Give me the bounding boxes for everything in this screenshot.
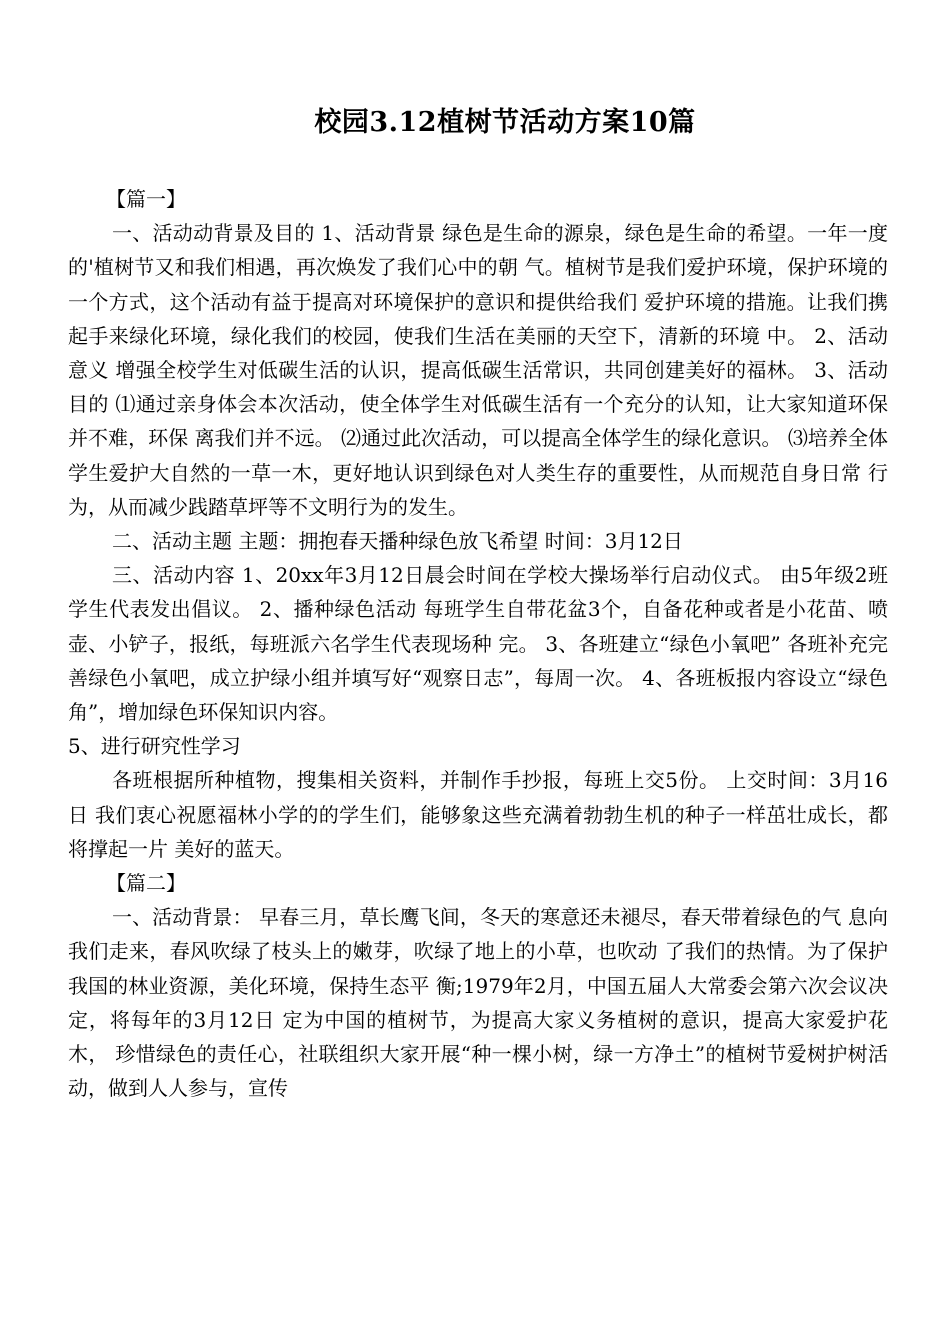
paragraph: 一、活动动背景及目的 1、活动背景 绿色是生命的源泉，绿色是生命的希望。一年一度的'植树节又和我们相遇，再次焕发了我们心中的朝 气。植树节是我们爱护环境，保护环境的一个方式，这个活动有益于提高对环境保护的意识和提供给我们 爱护环境的措施。让我们携起手来绿化环境，绿化我们的校园，使我们生活在美丽的天空下，清新的环境 中。 2、活动意义 增强全校学生对低碳生活的认识，提高低碳生活常识，共同创建美好的福林。 3、活动目的 ⑴通过亲身体会本次活动，使全体学生对低碳生活有一个充分的认知，让大家知道环保并不难，环保 离我们并不远。 ⑵通过此次活动，可以提高全体学生的绿化意识。 ⑶培养全体学生爱护大自然的一草一木，更好地认识到绿色对人类生存的重要性，从而规范自身日常 行为，从而减少践踏草坪等不文明行为的发生。 (68, 221, 888, 519)
paragraph: 三、活动内容 1、20xx年3月12日晨会时间在学校大操场举行启动仪式。 由5年级2班学生代表发出倡议。 2、播种绿色活动 每班学生自带花盆3个，自备花种或者是小花苗、喷壶、小铲子，报纸，每班派六名学生代表现场种 完。 3、各班建立“绿色小氧吧” 各班补充完善绿色小氧吧，成立护绿小组并填写好“观察日志”，每周一次。 4、各班板报内容设立“绿色角”，增加绿色环保知识内容。 (68, 563, 888, 725)
paragraph: 二、活动主题 主题：拥抱春天播种绿色放飞希望 时间：3月12日 (112, 529, 683, 554)
paragraph: 一、活动背景： 早春三月，草长鹰飞间，冬天的寒意还未褪尽，春天带着绿色的气 息向我们走来，春风吹绿了枝头上的嫩芽，吹绿了地上的小草，也吹动 了我们的热情。为了保护我国的林业资源，美化环境，保持生态平 衡;1979年2月，中国五届人大常委会第六次会议决定，将每年的3月12日 定为中国的植树节，为提高大家义务植树的意识，提高大家爱护花木， 珍惜绿色的责任心，社联组织大家开展“种一棵小树，绿一方净土”的植树节爱树护树活动，做到人人参与，宣传 (68, 905, 888, 1101)
document-body (68, 182, 888, 1105)
section-heading: 【篇一】 (106, 187, 186, 211)
section-heading: 【篇二】 (106, 871, 186, 896)
paragraph: 各班根据所种植物，搜集相关资料，并制作手抄报，每班上交5份。 上交时间：3月16日 我们衷心祝愿福林小学的的学生们，能够象这些充满着勃勃生机的种子一样茁壮成长，都将撑起一片 美好的蓝天。 (68, 768, 888, 861)
document-title: 校园3.12植树节活动方案10篇 (314, 107, 696, 138)
paragraph: 5、进行研究性学习 (68, 734, 241, 759)
